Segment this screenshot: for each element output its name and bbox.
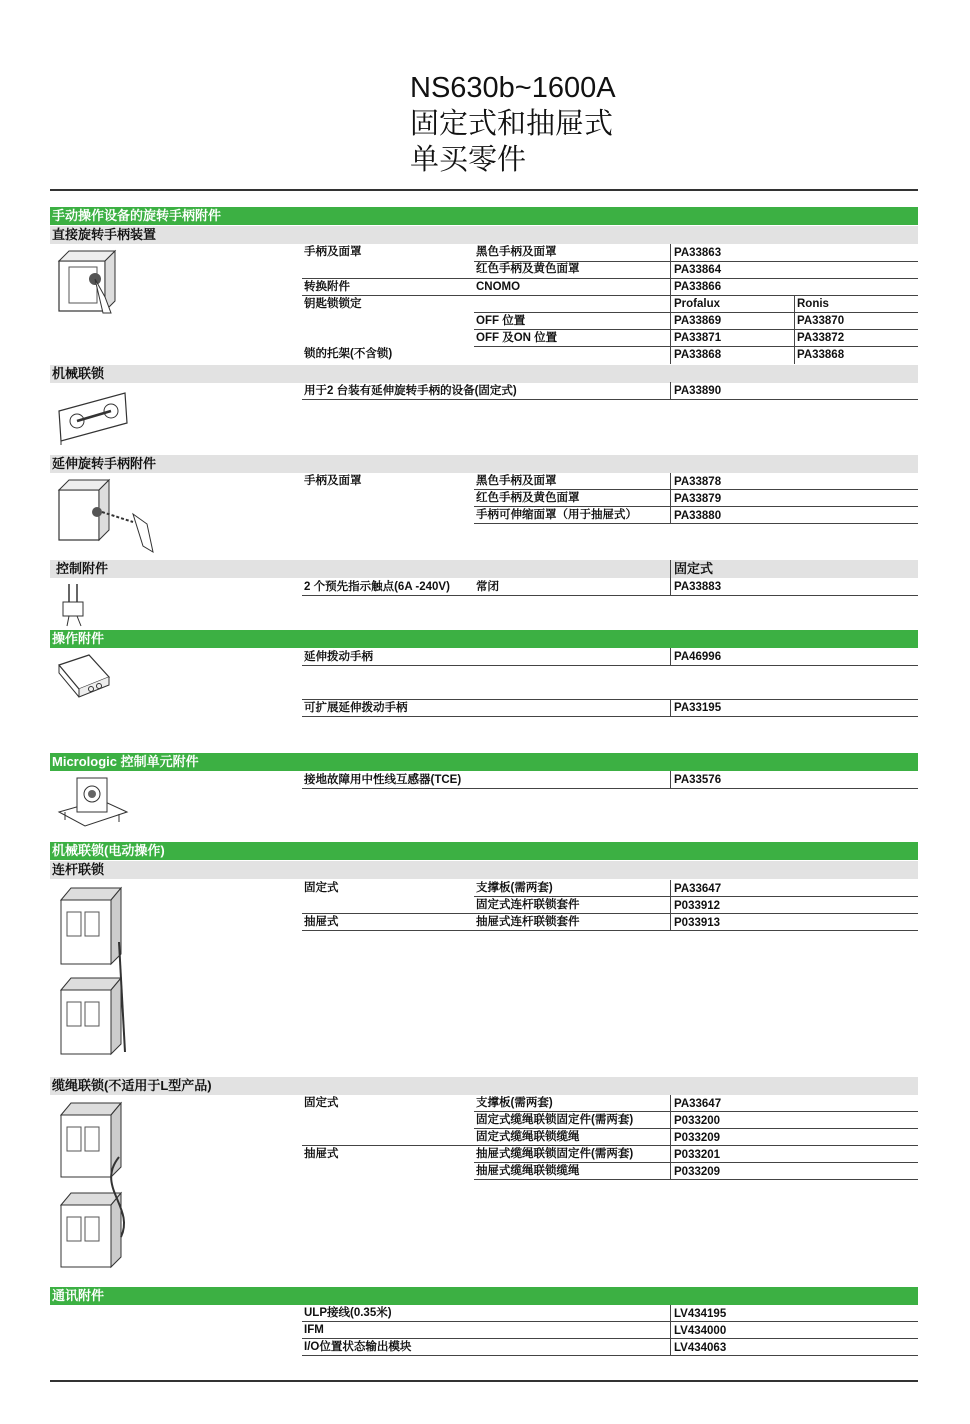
title-subtitle: 单买零件	[410, 144, 527, 176]
row-divider	[302, 399, 918, 400]
cable-interlock-image	[55, 1097, 135, 1273]
row-normally-closed: 常闭	[476, 581, 499, 593]
row-drawout-rod-kit: 抽屉式连杆联锁套件	[476, 916, 580, 928]
row-divider	[474, 1111, 918, 1112]
top-divider	[50, 189, 918, 191]
row-divider	[302, 295, 918, 296]
row-off-position: OFF 位置	[476, 315, 526, 327]
ref-pa33863: PA33863	[674, 247, 722, 259]
ref-pa46996: PA46996	[674, 651, 722, 663]
section-header-micrologic: Micrologic 控制单元附件	[50, 753, 918, 771]
subheader-cable-interlock: 缆绳联锁(不适用于L型产品)	[50, 1077, 918, 1095]
row-divider	[474, 1162, 918, 1163]
column-divider	[670, 699, 671, 716]
section-header-rotary-handle: 手动操作设备的旋转手柄附件	[50, 207, 918, 225]
row-divider	[474, 506, 918, 507]
extended-rotary-handle-image	[55, 476, 160, 558]
row-divider	[302, 716, 918, 717]
ref-p033209-a: P033209	[674, 1132, 721, 1144]
row-support-plate: 支撑板(需两套)	[476, 882, 553, 894]
row-io-module: I/O位置状态输出模块	[304, 1341, 412, 1353]
ref-pa33868-b: PA33868	[797, 349, 845, 361]
ref-pa33647-a: PA33647	[674, 883, 722, 895]
row-divider	[302, 1355, 918, 1356]
ref-pa33879: PA33879	[674, 493, 722, 505]
row-divider	[474, 896, 918, 897]
row-divider	[302, 1338, 918, 1339]
ref-p033200: P033200	[674, 1115, 721, 1127]
column-divider	[670, 880, 671, 930]
row-ext-black-handle: 黑色手柄及面罩	[476, 475, 557, 487]
row-divider	[474, 523, 918, 524]
row-extension-toggle: 延伸拨动手柄	[304, 651, 373, 663]
pre-trip-contact-image	[55, 580, 95, 628]
ref-pa33869: PA33869	[674, 315, 722, 327]
extension-toggle-handle-image	[55, 651, 115, 701]
subheader-rod-interlock: 连杆联锁	[50, 861, 918, 879]
row-divider	[302, 665, 918, 666]
row-pretrip-contacts: 2 个预先指示触点(6A -240V)	[304, 581, 450, 593]
ref-p033201: P033201	[674, 1149, 721, 1161]
row-conversion-label: 转换附件	[304, 281, 350, 293]
row-black-handle: 黑色手柄及面罩	[476, 246, 557, 258]
row-fixed-rod-kit: 固定式连杆联锁套件	[476, 899, 580, 911]
column-divider	[670, 382, 671, 399]
row-ifm: IFM	[304, 1324, 324, 1336]
row-divider	[302, 699, 918, 700]
ref-p033913: P033913	[674, 917, 721, 929]
ref-pa33864: PA33864	[674, 264, 722, 276]
row-two-device-interlock: 用于2 台装有延伸旋转手柄的设备(固定式)	[304, 385, 517, 397]
row-ulp-cable: ULP接线(0.35米)	[304, 1307, 392, 1319]
row-divider	[474, 329, 918, 330]
subheader-direct-handle: 直接旋转手柄装置	[50, 226, 918, 244]
brand-profalux: Profalux	[674, 298, 721, 310]
column-divider	[670, 560, 671, 595]
neutral-ct-image	[55, 772, 130, 834]
section-header-mech-interlock-electric: 机械联锁(电动操作)	[50, 842, 918, 860]
rod-interlock-image	[55, 882, 135, 1066]
row-ext-handle-label: 手柄及面罩	[304, 475, 362, 487]
row-cnomo: CNOMO	[476, 281, 521, 293]
ref-pa33647-b: PA33647	[674, 1098, 722, 1110]
row-ext-retractable: 手柄可伸缩面罩（用于抽屉式）	[476, 509, 637, 521]
row-divider	[302, 1321, 918, 1322]
bottom-divider	[50, 1380, 918, 1382]
row-divider	[474, 489, 918, 490]
row-off-on-position: OFF 及ON 位置	[476, 332, 558, 344]
ref-pa33576: PA33576	[674, 774, 722, 786]
row-drawout-cable: 抽屉式缆绳联锁缆绳	[476, 1165, 580, 1177]
ref-pa33871: PA33871	[674, 332, 722, 344]
direct-rotary-handle-image	[55, 247, 135, 319]
ref-p033209-b: P033209	[674, 1166, 721, 1178]
row-fixed-cable-fixture: 固定式缆绳联锁固定件(需两套)	[476, 1114, 634, 1126]
ref-lv434000: LV434000	[674, 1325, 727, 1337]
ref-pa33868-a: PA33868	[674, 349, 722, 361]
mechanical-interlock-image	[55, 387, 135, 445]
ref-pa33195: PA33195	[674, 702, 722, 714]
row-cable-support-plate: 支撑板(需两套)	[476, 1097, 553, 1109]
row-fixed-cable: 固定式缆绳联锁缆绳	[476, 1131, 580, 1143]
row-cable-fixed-label: 固定式	[304, 1097, 339, 1109]
row-red-handle: 红色手柄及黄色面罩	[476, 263, 580, 275]
column-divider	[670, 1305, 671, 1356]
ref-p033912: P033912	[674, 900, 721, 912]
row-rod-fixed-label: 固定式	[304, 882, 339, 894]
ref-pa33878: PA33878	[674, 476, 722, 488]
subheader-extended-handle: 延伸旋转手柄附件	[50, 455, 918, 473]
row-rod-drawout-label: 抽屉式	[304, 916, 339, 928]
ref-pa33880: PA33880	[674, 510, 722, 522]
row-handle-label: 手柄及面罩	[304, 246, 362, 258]
subheader-control-accessory	[50, 560, 918, 578]
ref-pa33890: PA33890	[674, 385, 722, 397]
title-type: 固定式和抽屉式	[410, 108, 614, 140]
row-divider	[474, 346, 918, 347]
column-fixed-label: 固定式	[674, 561, 714, 576]
row-divider	[302, 595, 918, 596]
row-divider	[302, 278, 918, 279]
subheader-mech-interlock: 机械联锁	[50, 365, 918, 383]
column-divider	[670, 1095, 671, 1180]
ref-lv434063: LV434063	[674, 1342, 727, 1354]
title-model: NS630b~1600A	[410, 72, 616, 104]
subheader-control-label: 控制附件	[56, 561, 109, 576]
ref-pa33866: PA33866	[674, 281, 722, 293]
ref-pa33872: PA33872	[797, 332, 845, 344]
ref-pa33883: PA33883	[674, 581, 722, 593]
column-divider	[794, 296, 795, 364]
row-keylock-label: 钥匙锁锁定	[304, 298, 362, 310]
row-cable-drawout-label: 抽屉式	[304, 1148, 339, 1160]
section-header-communication: 通讯附件	[50, 1287, 918, 1305]
row-drawout-cable-fixture: 抽屉式缆绳联锁固定件(需两套)	[476, 1148, 634, 1160]
ref-lv434195: LV434195	[674, 1308, 727, 1320]
row-divider	[302, 913, 918, 914]
column-divider	[670, 244, 671, 364]
brand-ronis: Ronis	[797, 298, 829, 310]
ref-pa33870: PA33870	[797, 315, 845, 327]
row-neutral-ct: 接地故障用中性线互感器(TCE)	[304, 774, 462, 786]
column-divider	[670, 771, 671, 788]
row-divider	[474, 1179, 918, 1180]
row-divider	[474, 312, 918, 313]
row-divider	[474, 1128, 918, 1129]
column-divider	[670, 648, 671, 665]
row-divider	[302, 930, 918, 931]
row-divider	[302, 1145, 918, 1146]
row-divider	[302, 788, 918, 789]
row-expandable-toggle: 可扩展延伸拨动手柄	[304, 702, 408, 714]
row-ext-red-handle: 红色手柄及黄色面罩	[476, 492, 580, 504]
section-header-operating-accessory: 操作附件	[50, 630, 918, 648]
row-lock-bracket: 锁的托架(不含锁)	[304, 348, 393, 360]
column-divider	[670, 473, 671, 524]
